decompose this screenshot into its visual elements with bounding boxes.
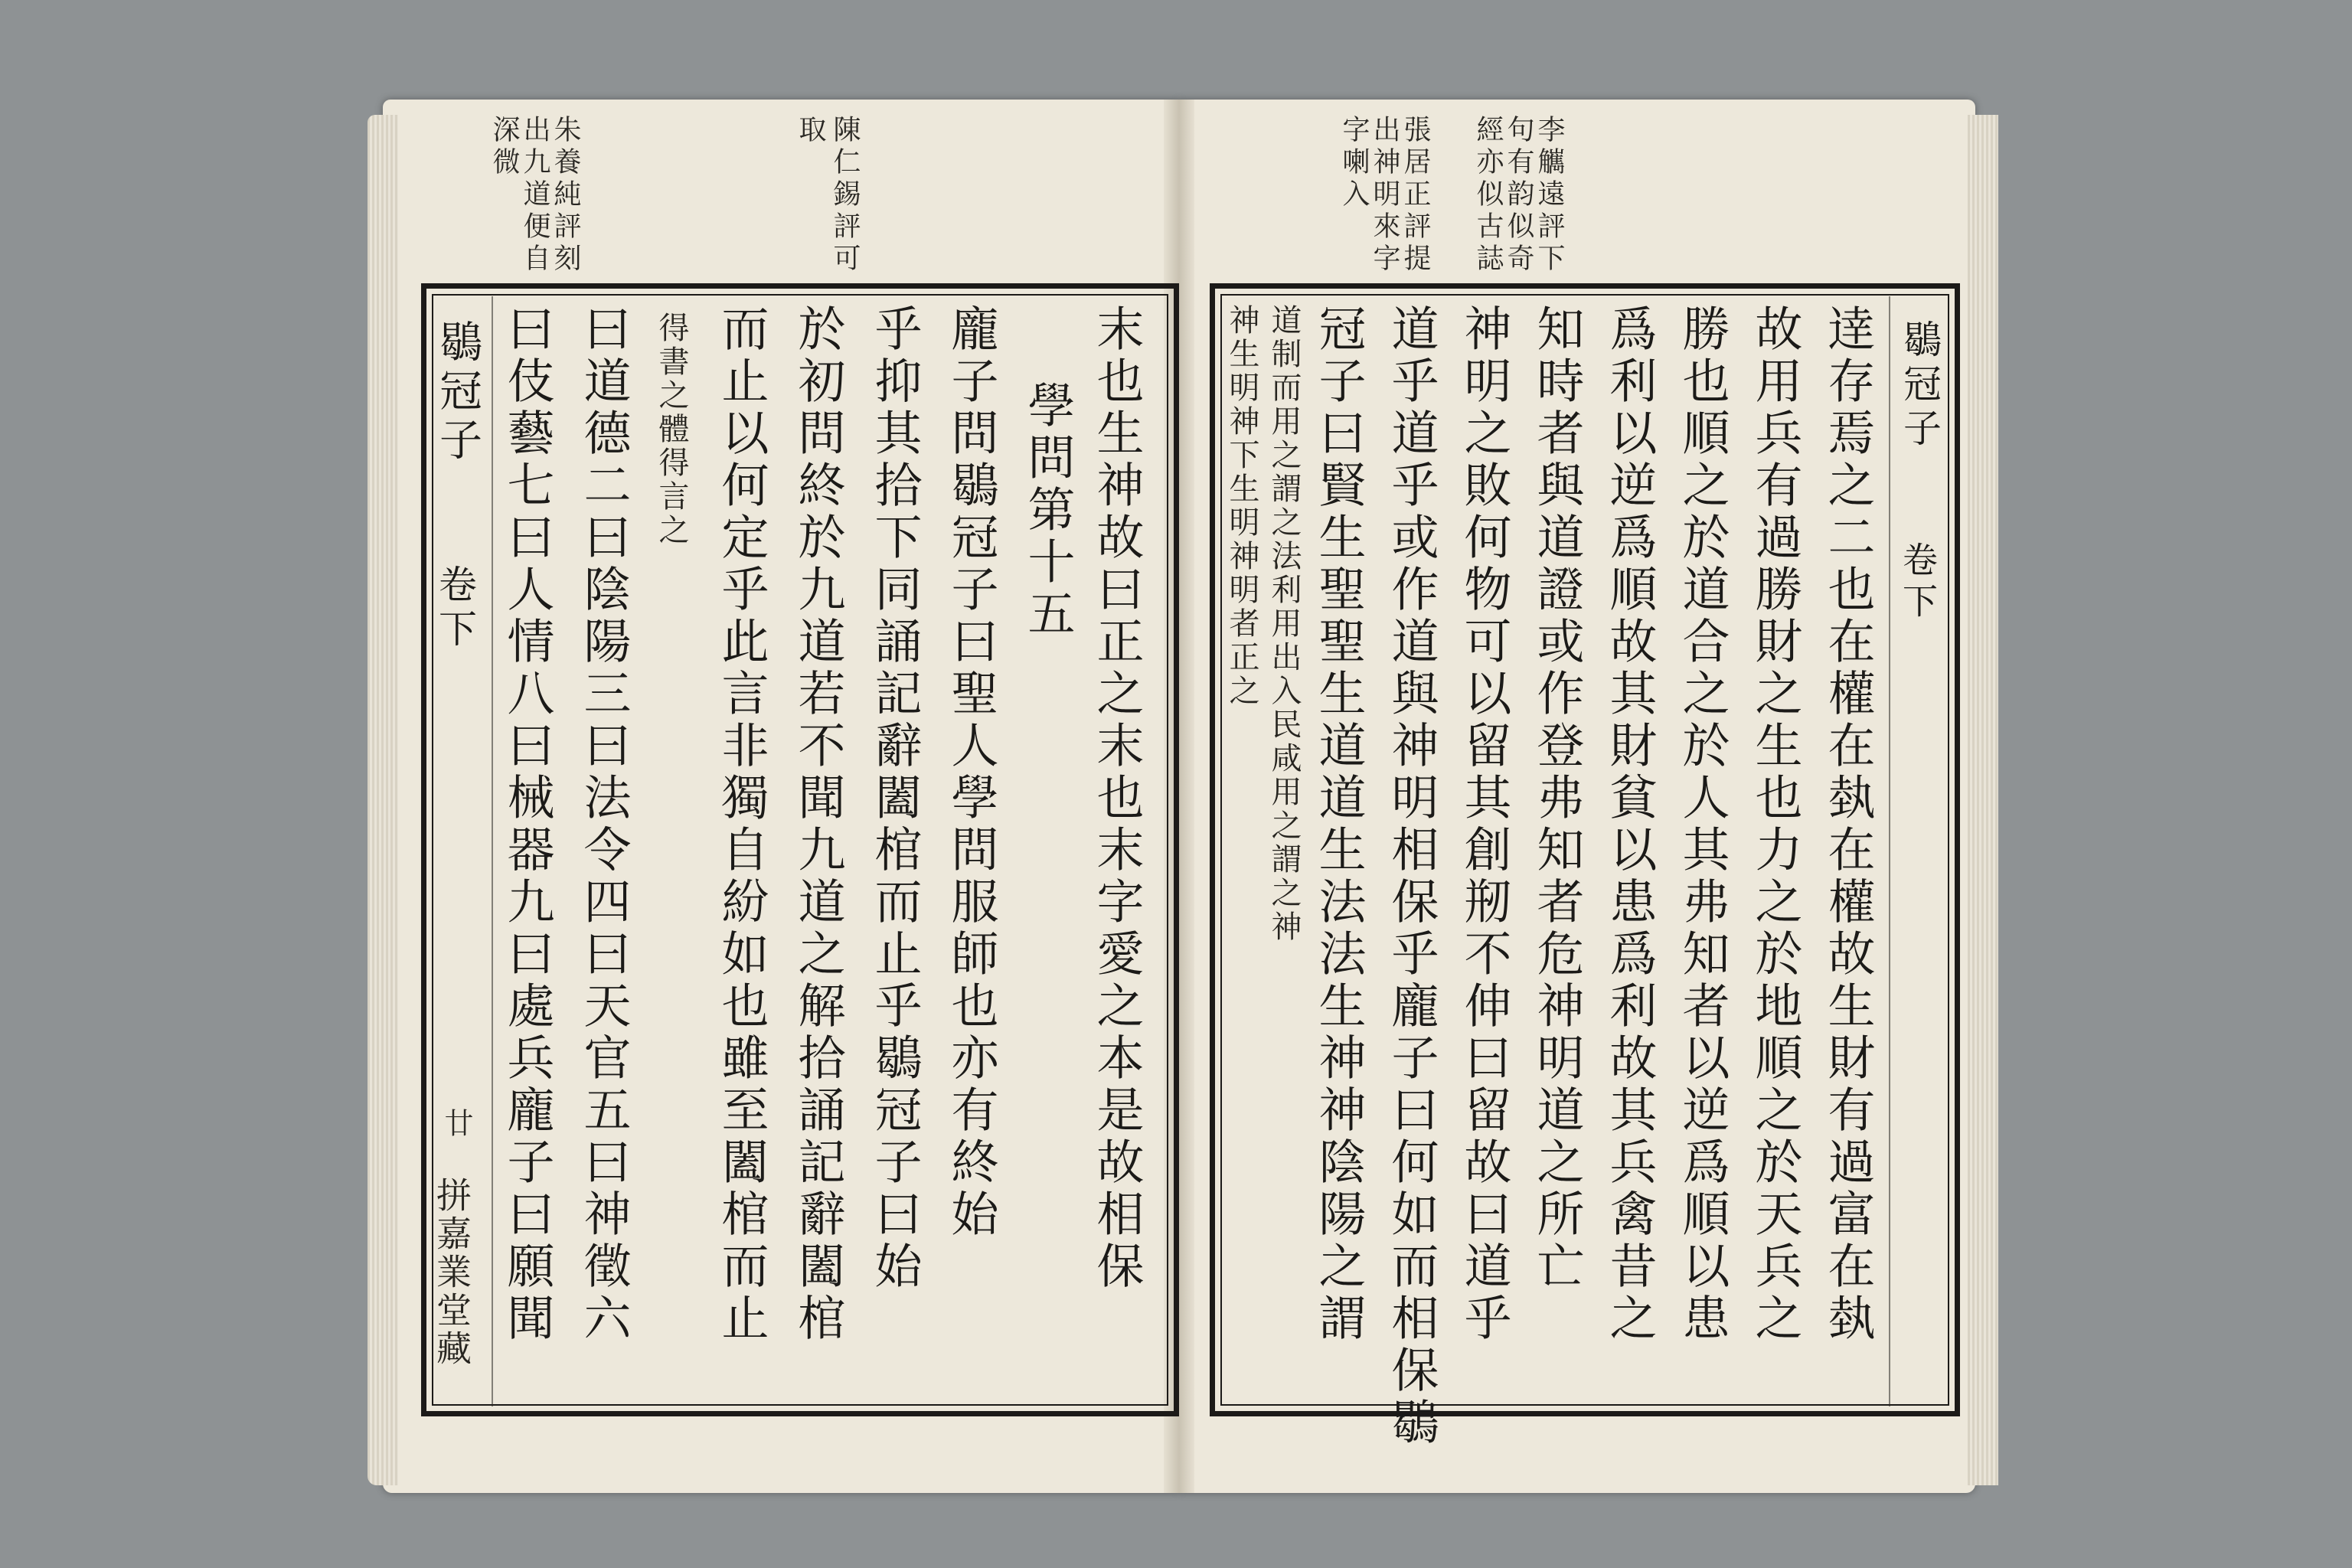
- right-headnote-5: 出神明來字: [1369, 115, 1400, 276]
- right-headnote-2: 句有韵似奇: [1503, 115, 1534, 276]
- right-column-1: 逹存焉之二也在權在埶在權故生財有過富在埶: [1820, 304, 1876, 1345]
- left-text-frame: [421, 283, 1179, 1416]
- left-footer-text: 拼嘉業堂藏: [431, 1177, 472, 1368]
- left-headnote-2: 出九道便自: [519, 115, 550, 276]
- right-column-9: 道制而用之謂之法利用出入民咸用之謂之神: [1266, 304, 1302, 944]
- left-side-title: 鶡冠子: [433, 319, 482, 466]
- right-headnote-6: 字喇入: [1338, 115, 1370, 211]
- right-page-edge: [1968, 115, 1998, 1485]
- left-chapter-title: 學問第十五: [1020, 381, 1076, 641]
- left-leaf-number: 廿: [439, 1108, 473, 1137]
- left-column-9: 曰伎藝七曰人情八曰械器九曰處兵龐子曰願聞: [499, 304, 555, 1345]
- right-column-4: 爲利以逆爲順故其財貧以患爲利故其兵禽昔之: [1602, 304, 1658, 1345]
- left-side-volume: 卷下: [433, 564, 477, 653]
- right-headnote-3: 經亦似古誌: [1472, 115, 1504, 276]
- left-column-5: 於初問終於九道若不聞九道之解拾誦記辭闔棺: [790, 304, 846, 1345]
- left-column-7: 得書之體得言之: [654, 312, 689, 547]
- right-column-2: 故用兵有過勝財之生也力之於地順之於天兵之: [1747, 304, 1803, 1345]
- left-column-8: 曰道德二曰陰陽三曰法令四曰天官五曰神徵六: [576, 304, 632, 1345]
- left-column-4: 乎抑其拾下同誦記辭闔棺而止乎鶡冠子曰始: [867, 304, 923, 1293]
- left-page-edge: [368, 115, 398, 1485]
- left-column-rule: [492, 296, 493, 1406]
- left-headnote-3: 深微: [488, 115, 520, 179]
- book-spread: [368, 92, 2006, 1516]
- right-column-5: 知時者與道證或作登弗知者危神明道之所亡: [1529, 304, 1585, 1293]
- left-headnote-1: 朱養純評刻: [550, 115, 581, 276]
- right-column-rule: [1889, 296, 1890, 1406]
- right-column-8: 冠子曰賢生聖聖生道道生法法生神神陰陽之謂: [1311, 304, 1367, 1345]
- left-headnote-4: 陳仁錫評可: [829, 115, 861, 276]
- right-headnote-4: 張居正評提: [1400, 115, 1431, 276]
- right-side-volume: 卷下: [1897, 541, 1939, 624]
- right-headnote-1: 李觽遠評下: [1534, 115, 1565, 276]
- right-side-title: 鶡冠子: [1897, 319, 1942, 452]
- right-column-10: 神生明神下生明神明者正之: [1224, 304, 1259, 708]
- left-column-3: 龐子問鶡冠子曰聖人學問服師也亦有終始: [943, 304, 999, 1241]
- right-column-6: 神明之敗何物可以留其創剏不伸曰留故曰道乎: [1456, 304, 1512, 1345]
- left-column-6: 而止以何定乎此言非獨自紛如也雖至闔棺而止: [714, 304, 769, 1345]
- right-column-3: 勝也順之於道合之於人其弗知者以逆爲順以患: [1674, 304, 1730, 1345]
- left-column-1: 末也生神故曰正之末也末字愛之本是故相保: [1089, 304, 1145, 1293]
- left-headnote-5: 取: [795, 115, 826, 147]
- right-text-frame: [1210, 283, 1960, 1449]
- right-column-7: 道乎道乎或作道與神明相保乎龐子曰何如而相保鶡: [1383, 304, 1439, 1449]
